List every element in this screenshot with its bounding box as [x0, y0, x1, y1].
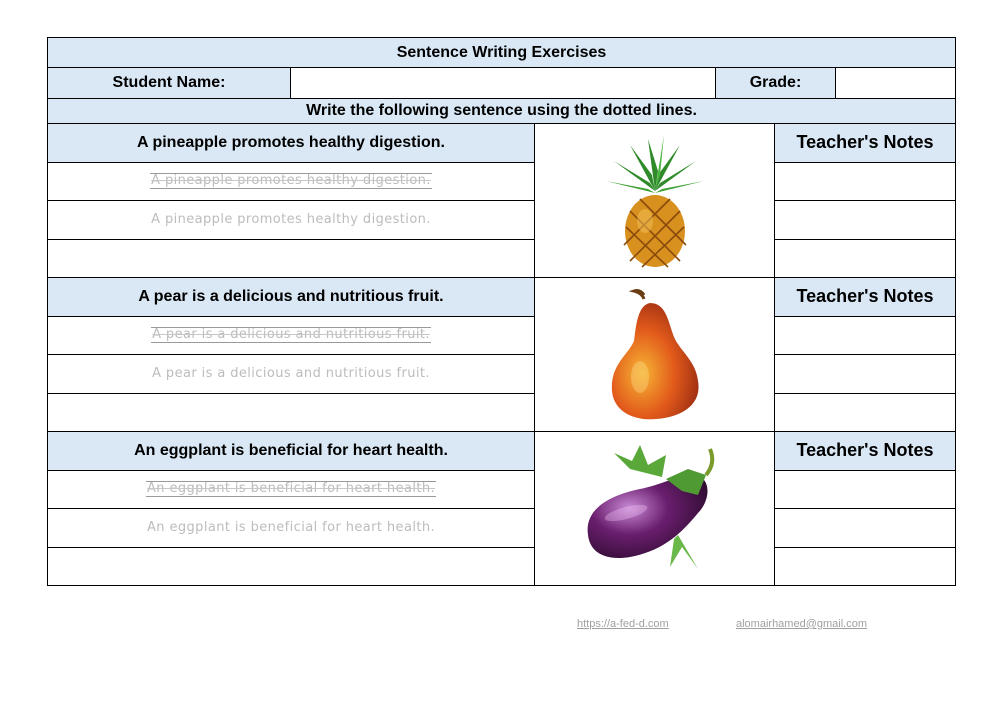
student-info-row	[47, 68, 956, 99]
student-name-field[interactable]	[291, 68, 716, 98]
model-sentence: A pineapple promotes healthy digestion.	[48, 124, 534, 163]
grade-label: Grade:	[716, 68, 836, 98]
teachers-notes-header: Teacher's Notes	[775, 124, 955, 163]
trace-line-plain[interactable]	[48, 201, 534, 240]
trace-text-plain: An eggplant is beneficial for heart health.	[147, 520, 435, 536]
trace-line-lined[interactable]	[48, 317, 534, 356]
title-row	[47, 37, 956, 68]
exercise-block	[47, 432, 956, 586]
notes-column	[775, 124, 955, 277]
image-cell	[535, 432, 775, 585]
image-cell	[535, 278, 775, 431]
pineapple-icon	[600, 131, 710, 271]
sentence-column	[48, 124, 535, 277]
footer-website-link[interactable]: https://a-fed-d.com	[577, 618, 669, 630]
trace-text-lined: A pineapple promotes healthy digestion.	[151, 173, 431, 189]
pear-icon	[600, 285, 710, 425]
image-cell	[535, 124, 775, 277]
sentence-column	[48, 432, 535, 585]
trace-text-plain: A pear is a delicious and nutritious fruit.	[152, 366, 430, 382]
writing-line-blank[interactable]	[48, 394, 534, 432]
notes-column	[775, 278, 955, 431]
notes-line[interactable]	[775, 394, 955, 432]
footer-email-link[interactable]: alomairhamed@gmail.com	[736, 618, 867, 630]
instruction-text: Write the following sentence using the dotted lines.	[48, 99, 955, 123]
model-sentence: A pear is a delicious and nutritious fruit.	[48, 278, 534, 317]
notes-line[interactable]	[775, 509, 955, 548]
notes-line[interactable]	[775, 355, 955, 394]
trace-text-lined: An eggplant is beneficial for heart health.	[147, 481, 435, 497]
sentence-column	[48, 278, 535, 431]
trace-line-lined[interactable]	[48, 471, 534, 510]
trace-line-lined[interactable]	[48, 163, 534, 202]
model-sentence: An eggplant is beneficial for heart health.	[48, 432, 534, 471]
exercise-block	[47, 124, 956, 278]
exercise-block	[47, 278, 956, 432]
trace-line-plain[interactable]	[48, 355, 534, 394]
writing-line-blank[interactable]	[48, 548, 534, 586]
trace-line-plain[interactable]	[48, 509, 534, 548]
notes-line[interactable]	[775, 201, 955, 240]
instruction-row	[47, 99, 956, 124]
trace-text-lined: A pear is a delicious and nutritious fruit.	[152, 327, 430, 343]
notes-line[interactable]	[775, 548, 955, 586]
teachers-notes-header: Teacher's Notes	[775, 278, 955, 317]
student-name-label: Student Name:	[48, 68, 291, 98]
notes-line[interactable]	[775, 317, 955, 356]
trace-text-plain: A pineapple promotes healthy digestion.	[151, 212, 431, 228]
worksheet-table	[47, 37, 956, 586]
eggplant-icon	[570, 439, 740, 579]
notes-line[interactable]	[775, 240, 955, 278]
teachers-notes-header: Teacher's Notes	[775, 432, 955, 471]
worksheet-title: Sentence Writing Exercises	[48, 38, 955, 67]
notes-line[interactable]	[775, 471, 955, 510]
notes-line[interactable]	[775, 163, 955, 202]
writing-line-blank[interactable]	[48, 240, 534, 278]
grade-field[interactable]	[836, 68, 955, 98]
notes-column	[775, 432, 955, 585]
